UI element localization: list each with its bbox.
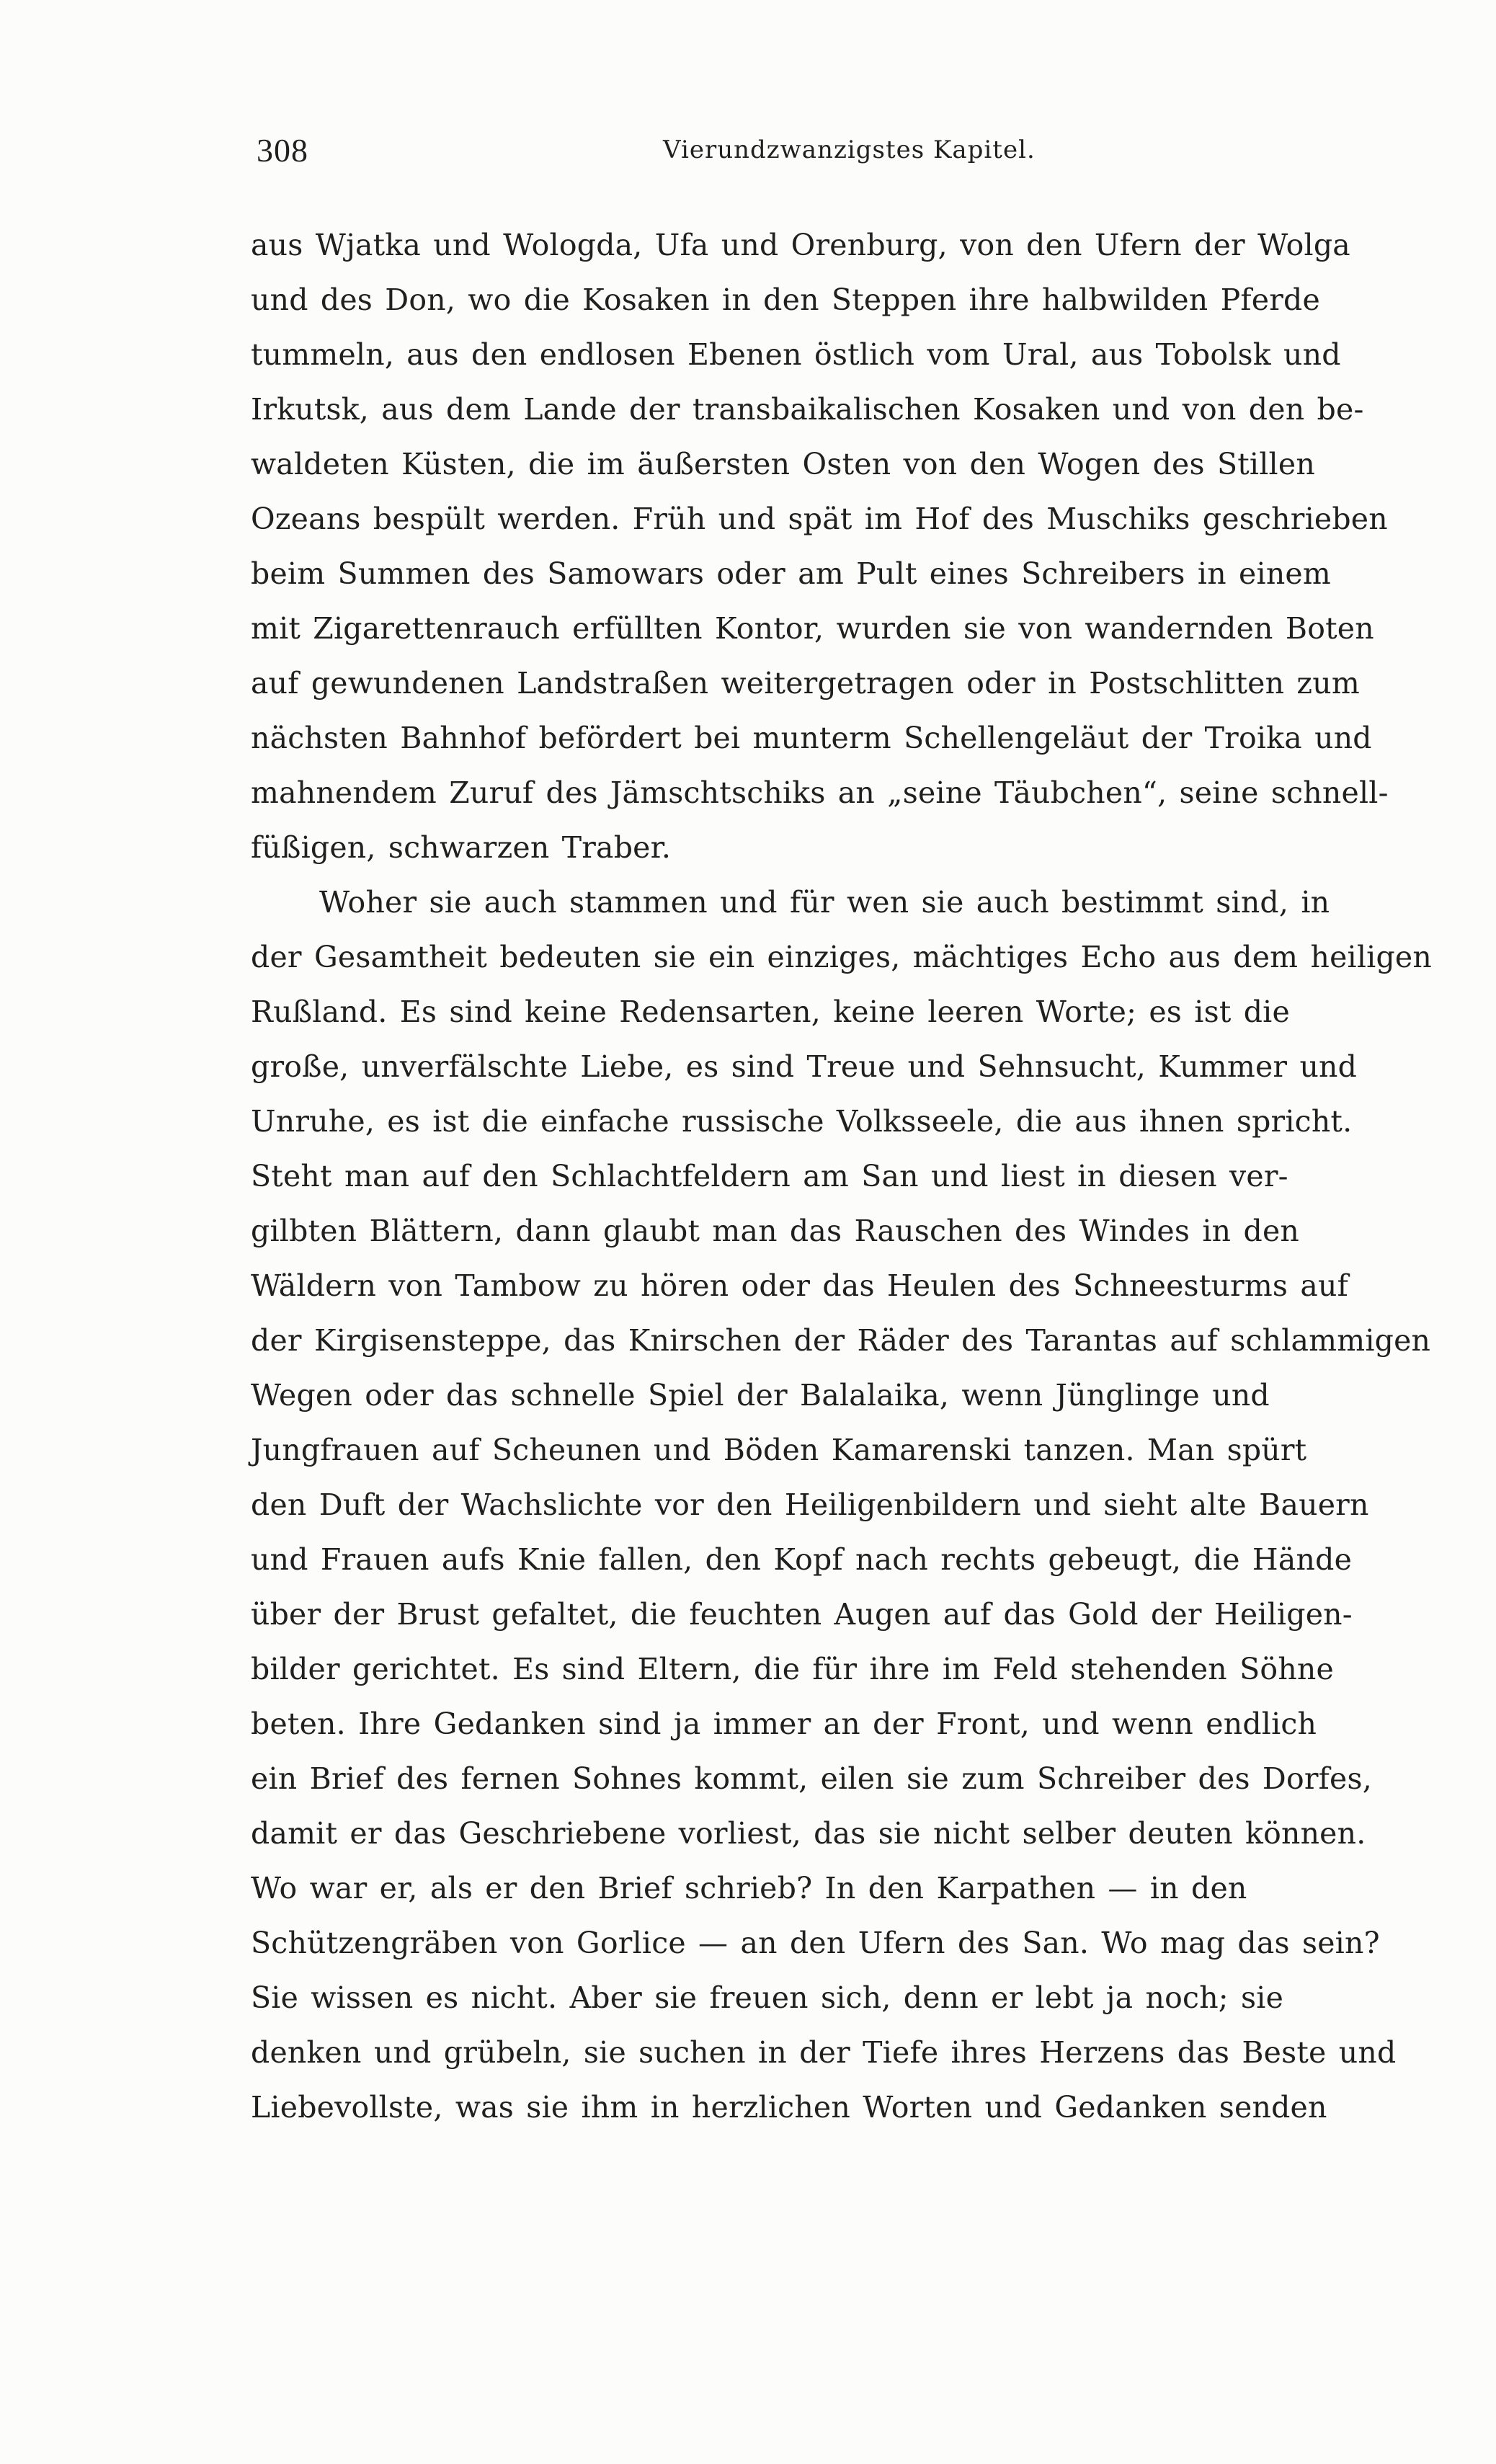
text-line: Wäldern von Tambow zu hören oder das Heulen des Schneesturms auf (251, 1268, 1349, 1303)
text-line: beten. Ihre Gedanken sind ja immer an der Front, und wenn endlich (251, 1707, 1317, 1741)
text-line: ein Brief des fernen Sohnes kommt, eilen sie zum Schreiber des Dorfes, (251, 1761, 1372, 1796)
text-line: Irkutsk, aus dem Lande der transbaikalischen Kosaken und von den be- (251, 392, 1364, 427)
text-line: der Gesamtheit bedeuten sie ein einziges, mächtiges Echo aus dem heiligen (251, 940, 1433, 974)
page-number: 308 (257, 132, 308, 169)
text-line: waldeten Küsten, die im äußersten Osten von den Wogen des Stillen (251, 447, 1315, 481)
text-line: aus Wjatka und Wologda, Ufa und Orenburg, von den Ufern der Wolga (251, 228, 1350, 262)
text-line: nächsten Bahnhof befördert bei munterm Schellengeläut der Troika und (251, 721, 1372, 755)
text-line: Ozeans bespült werden. Früh und spät im Hof des Muschiks geschrieben (251, 502, 1388, 536)
text-line: und des Don, wo die Kosaken in den Steppen ihre halbwilden Pferde (251, 283, 1320, 317)
text-line: bilder gerichtet. Es sind Eltern, die für ihre im Feld stehenden Söhne (251, 1652, 1334, 1686)
text-line: Schützengräben von Gorlice — an den Ufern des San. Wo mag das sein? (251, 1926, 1380, 1960)
book-page (251, 130, 1469, 2135)
text-line: Liebevollste, was sie ihm in herzlichen Worten und Gedanken senden (251, 2090, 1327, 2125)
text-line: mit Zigarettenrauch erfüllten Kontor, wurden sie von wandernden Boten (251, 611, 1374, 646)
page-header (251, 130, 1469, 180)
text-line: über der Brust gefaltet, die feuchten Augen auf das Gold der Heiligen- (251, 1597, 1353, 1632)
paragraph-start-line: Woher sie auch stammen und für wen sie auch bestimmt sind, in (319, 885, 1330, 920)
text-line: der Kirgisensteppe, das Knirschen der Räder des Tarantas auf schlammigen (251, 1323, 1431, 1358)
text-line: mahnendem Zuruf des Jämschtschiks an „seine Täubchen“, seine schnell- (251, 775, 1389, 810)
text-line: damit er das Geschriebene vorliest, das sie nicht selber deuten können. (251, 1816, 1366, 1851)
text-line: Rußland. Es sind keine Redensarten, keine leeren Worte; es ist die (251, 995, 1290, 1029)
text-line: Sie wissen es nicht. Aber sie freuen sich, denn er lebt ja noch; sie (251, 1980, 1284, 2015)
text-line: Unruhe, es ist die einfache russische Volksseele, die aus ihnen spricht. (251, 1104, 1353, 1139)
body-text (251, 218, 1469, 2135)
text-line: Wegen oder das schnelle Spiel der Balalaika, wenn Jünglinge und (251, 1378, 1270, 1413)
text-line: Jungfrauen auf Scheunen und Böden Kamarenski tanzen. Man spürt (251, 1433, 1307, 1467)
text-line: füßigen, schwarzen Traber. (251, 830, 672, 865)
running-head: Vierundzwanzigstes Kapitel. (663, 135, 1036, 164)
text-line: tummeln, aus den endlosen Ebenen östlich vom Ural, aus Tobolsk und (251, 337, 1341, 372)
text-line: den Duft der Wachslichte vor den Heiligenbildern und sieht alte Bauern (251, 1487, 1369, 1522)
text-line: Wo war er, als er den Brief schrieb? In den Karpathen — in den (251, 1871, 1247, 1905)
text-line: auf gewundenen Landstraßen weitergetragen oder in Postschlitten zum (251, 666, 1360, 700)
text-line: und Frauen aufs Knie fallen, den Kopf nach rechts gebeugt, die Hände (251, 1542, 1353, 1577)
text-line: Steht man auf den Schlachtfeldern am San und liest in diesen ver- (251, 1159, 1288, 1193)
text-line: gilbten Blättern, dann glaubt man das Rauschen des Windes in den (251, 1214, 1300, 1248)
text-line: große, unverfälschte Liebe, es sind Treue und Sehnsucht, Kummer und (251, 1049, 1358, 1084)
text-line: beim Summen des Samowars oder am Pult eines Schreibers in einem (251, 556, 1331, 591)
text-line: denken und grübeln, sie suchen in der Tiefe ihres Herzens das Beste und (251, 2035, 1397, 2070)
